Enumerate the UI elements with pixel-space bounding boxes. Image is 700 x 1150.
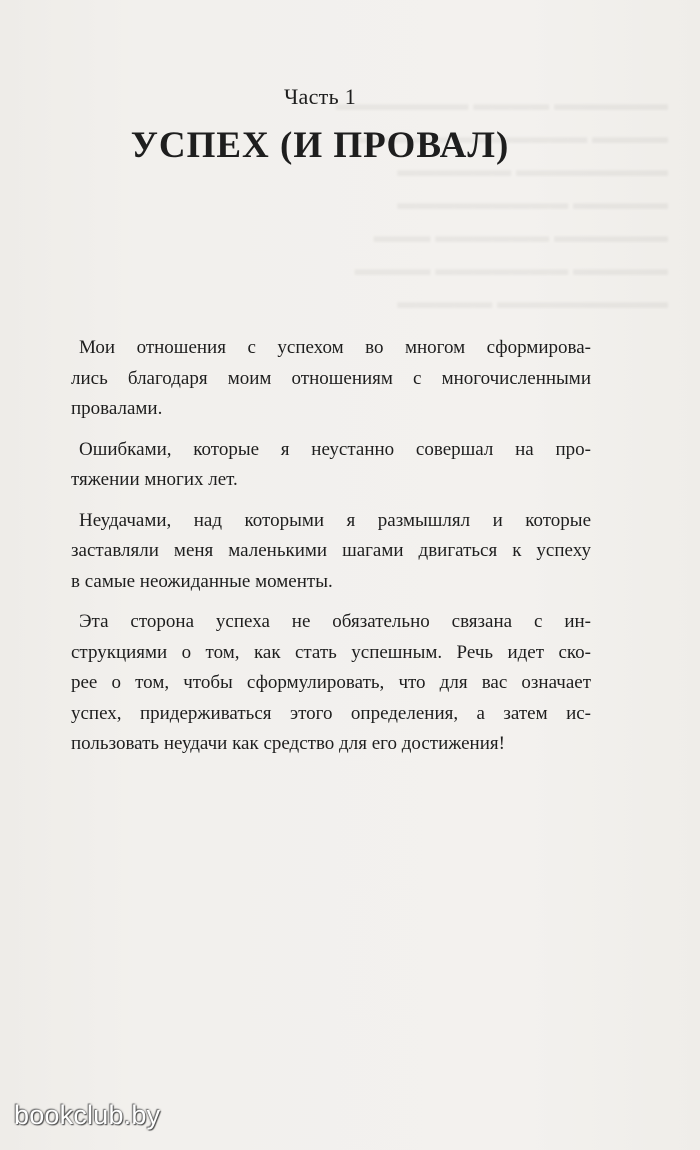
paragraph: [71, 607, 591, 760]
watermark: bookclub.by: [14, 1100, 161, 1130]
text-line: Эта сторона успеха не обязательно связана с ин-: [79, 611, 591, 632]
body-text: [71, 333, 591, 770]
text-line: провалами.: [71, 398, 163, 419]
paragraph: [71, 506, 591, 598]
text-line: пользовать неудачи как средство для его достижения!: [71, 733, 505, 754]
text-line: рее о том, чтобы сформулировать, что для вас означает: [71, 672, 591, 693]
bleed-through-shadow: [108, 88, 668, 319]
text-line: успех, придерживаться этого определения, а затем ис-: [71, 702, 591, 724]
text-line: струкциями о том, как стать успешным. Речь идет ско-: [71, 641, 591, 663]
paragraph: [71, 333, 591, 425]
text-line: Ошибками, которые я неустанно совершал на про-: [79, 438, 591, 460]
text-line: в самые неожиданные моменты.: [71, 570, 333, 592]
part-label: Часть 1: [283, 84, 357, 109]
text-line: Мои отношения с успехом во многом сформирова-: [79, 337, 591, 358]
text-line: заставляли меня маленькими шагами двигаться к успеху: [71, 540, 591, 561]
part-title: УСПЕХ (И ПРОВАЛ): [130, 125, 510, 166]
text-line: Неудачами, над которыми я размышлял и которые: [79, 509, 591, 531]
text-line: тяжении многих лет.: [71, 469, 238, 490]
text-line: лись благодаря моим отношениям с многочисленными: [71, 367, 591, 389]
paragraph: [71, 435, 591, 496]
